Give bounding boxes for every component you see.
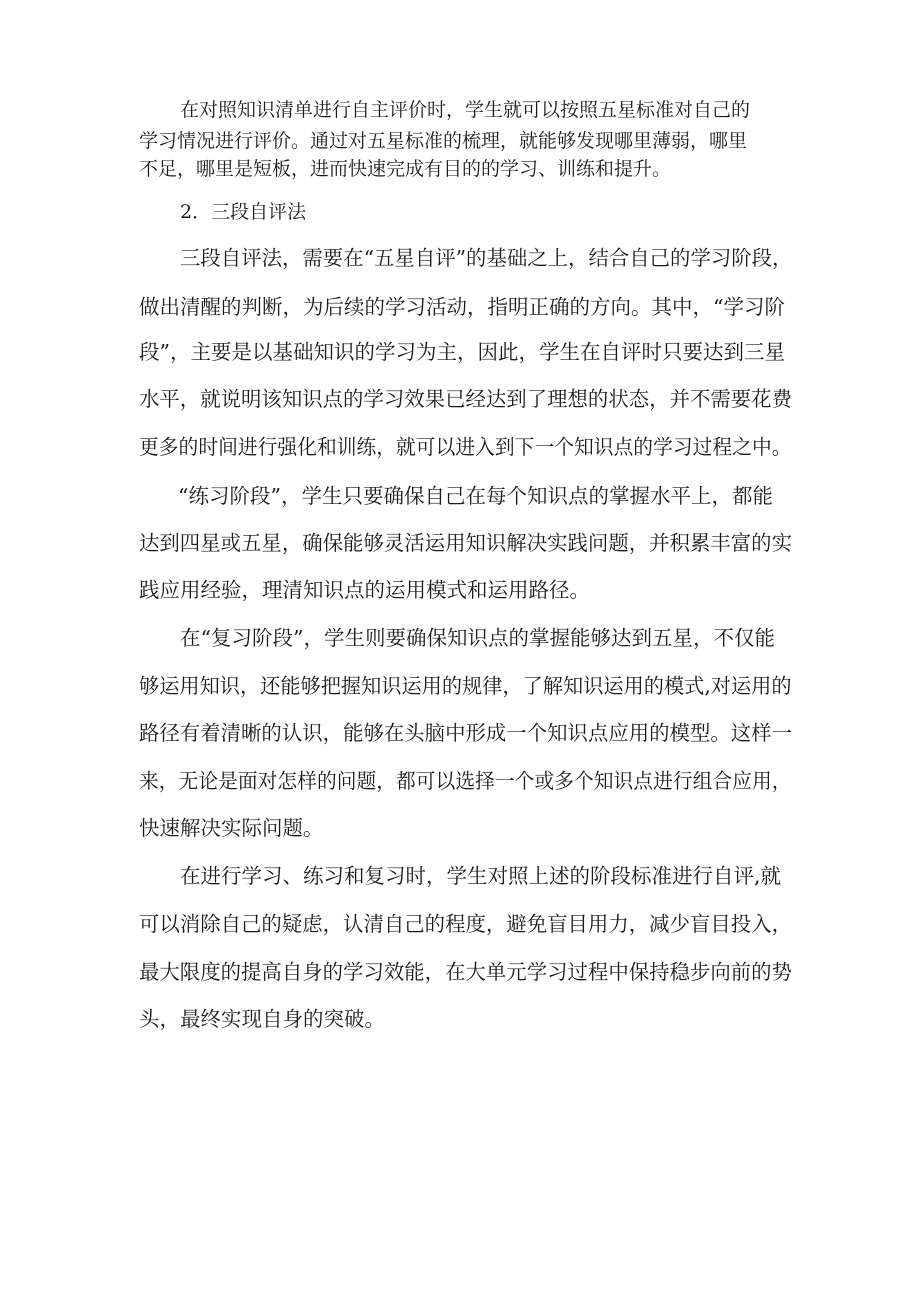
text-line: 水平，就说明该知识点的学习效果已经达到了理想的状态，并不需要花费 xyxy=(139,387,792,411)
text-line: 够运用知识，还能够把握知识运用的规律，了解知识运用的模式,对运用的 xyxy=(139,674,792,698)
text-line: 达到四星或五星，确保能够灵活运用知识解决实践问题，并积累丰富的实 xyxy=(139,531,792,555)
text-line: 更多的时间进行强化和训练，就可以进入到下一个知识点的学习过程之中。 xyxy=(139,435,792,459)
text-line: “练习阶段”，学生只要确保自己在每个知识点的掌握水平上，都能 xyxy=(178,484,773,508)
text-line: 来，无论是面对怎样的问题，都可以选择一个或多个知识点进行组合应用， xyxy=(139,769,792,793)
text-line: 在“复习阶段”，学生则要确保知识点的掌握能够达到五星，不仅能 xyxy=(180,626,775,650)
section-heading: 2．三段自评法 xyxy=(180,201,307,223)
text-line: 在对照知识清单进行自主评价时，学生就可以按照五星标准对自己的 xyxy=(180,99,751,121)
text-line: 三段自评法，需要在“五星自评”的基础之上，结合自己的学习阶段， xyxy=(180,246,793,270)
text-line: 路径有着清晰的认识，能够在头脑中形成一个知识点应用的模型。这样一 xyxy=(139,721,792,745)
text-line: 快速解决实际问题。 xyxy=(139,816,324,840)
text-line: 做出清醒的判断，为后续的学习活动，指明正确的方向。其中，“学习阶 xyxy=(139,295,785,319)
text-line: 学习情况进行评价。通过对五星标准的梳理，就能够发现哪里薄弱，哪里 xyxy=(139,130,748,152)
text-line: 践应用经验，理清知识点的运用模式和运用路径。 xyxy=(139,578,590,602)
text-line: 不足，哪里是短板，进而快速完成有目的的学习、训练和提升。 xyxy=(139,158,672,180)
text-line: 段”，主要是以基础知识的学习为主，因此，学生在自评时只要达到三星 xyxy=(139,340,785,364)
text-line: 可以消除自己的疑虑，认清自己的程度，避免盲目用力，减少盲目投入， xyxy=(139,912,792,936)
text-line: 在进行学习、练习和复习时，学生对照上述的阶段标准进行自评,就 xyxy=(180,864,782,888)
text-line: 最大限度的提高自身的学习效能，在大单元学习过程中保持稳步向前的势 xyxy=(139,960,792,984)
text-line: 头，最终实现自身的突破。 xyxy=(139,1007,385,1031)
